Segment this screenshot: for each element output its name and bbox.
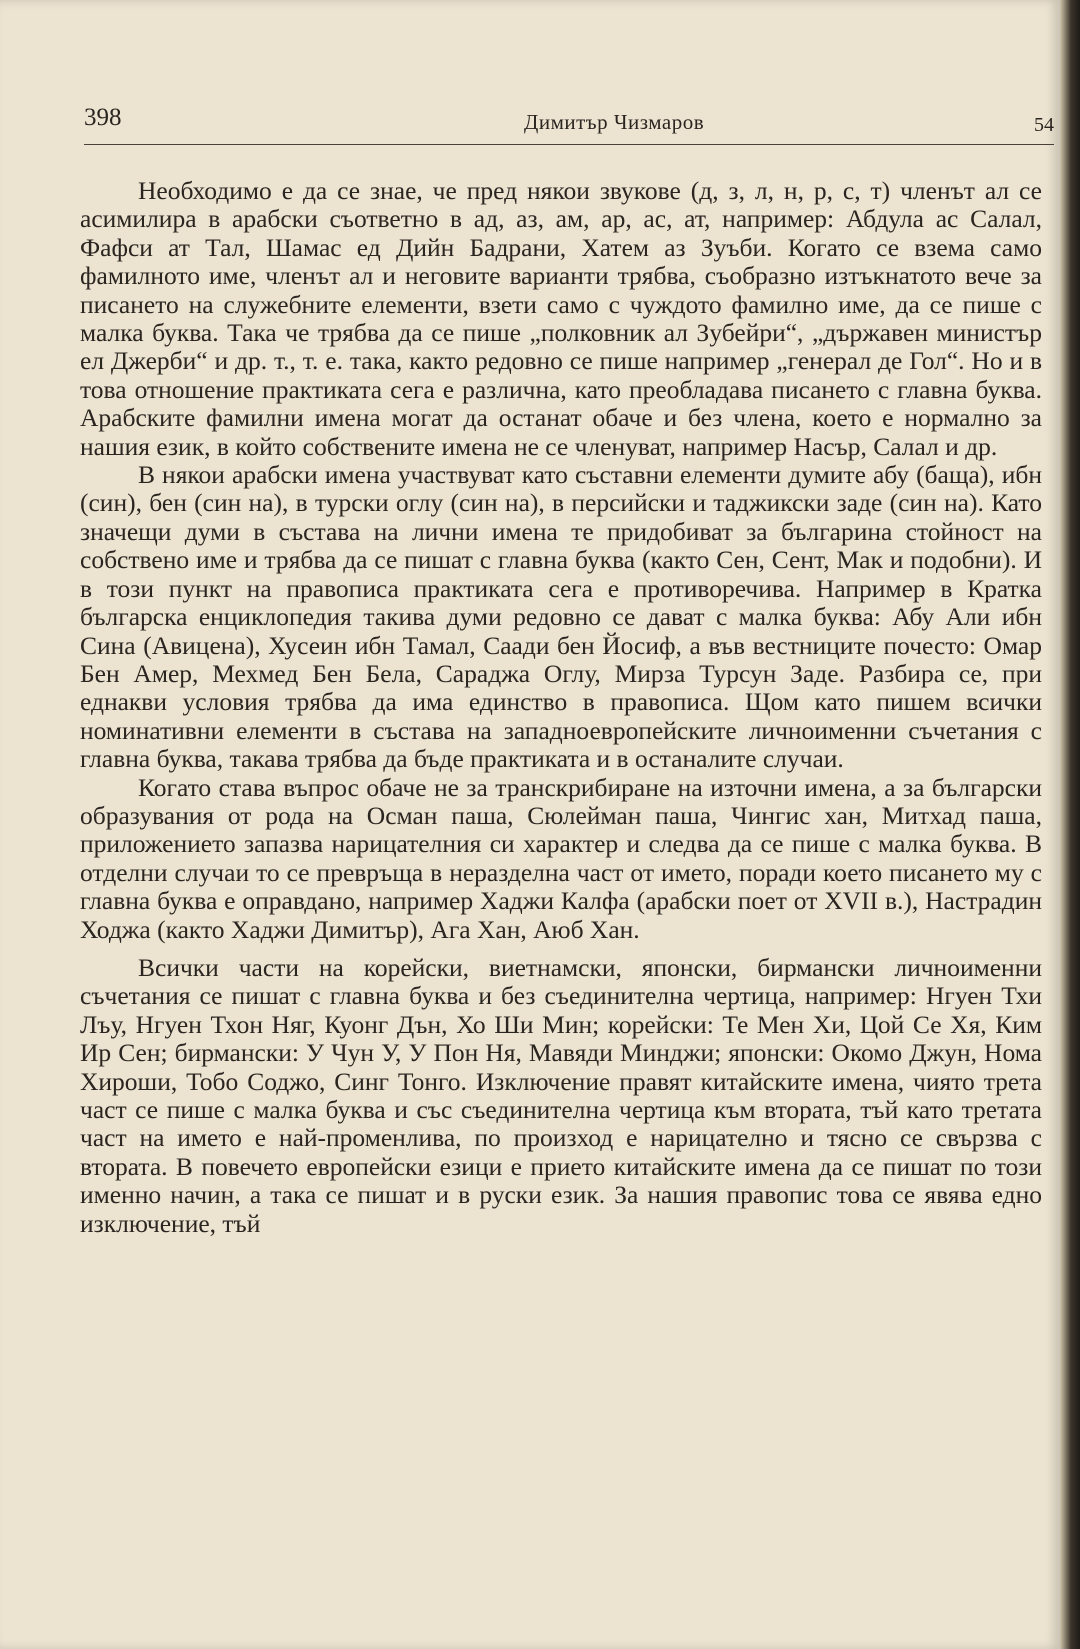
paragraph-abu-ibn-ben: В някои арабски имена участвуват като съставни елементи думите абу (баща), ибн (син), бен (син на), в турски оглу (син на), в персийски и таджикски заде (син на). Като значещи думи в състава на лични имена те придобиват за българина стойност на собствено име и трябва да се пишат с главна буква (както Сен, Сент, Мак и подобни). И в този пункт на правописа практиката сега е противоречива. Например в Кратка българска енциклопедия такива думи редовно се дават с малка буква: Абу Али ибн Сина (Авицена), Хусеин ибн Тамал, Саади бен Йосиф, а във вестниците почесто: Омар Бен Амер, Мехмед Бен Бела, Сараджа Оглу, Мирза Турсун Заде. Разбира се, при еднакви условия трябва да има единство в правописа. Щом като пишем всички номинативни елементи в състава на западноевропейските личноименни съчетания с главна буква, такава трябва да бъде практиката и в останалите случаи. [80,460,1042,774]
page-header [84,104,1054,145]
paragraph-east-asian-names: Всички части на корейски, виетнамски, японски, бирмански личноименни съчетания се пишат с главна буква и без съединителна чертица, например: Нгуен Тхи Лъу, Нгуен Тхон Няг, Куонг Дън, Хо Ши Мин; корейски: Те Мен Хи, Цой Се Хя, Ким Ир Сен; бирмански: У Чун У, У Пон Ня, Мавяди Минджи; японски: Окомо Джун, Нома Хироши, Тобо Соджо, Синг Тонго. Изключение правят китайските имена, чиято трета част се пише с малка буква и със съединителна чертица към втората, тъй като третата част на името е най-променлива, по произход е нарицателно и тясно се свързва с втората. В повечето европейски езици е прието китайските имена да се пишат по този именно начин, а така се пишат и в руски език. За нашия правопис това се явява едно изключение, тъй [80,952,1042,1238]
signature-mark: 54 [1034,114,1054,136]
paragraph-pasha-khan: Когато става въпрос обаче не за транскрибиране на източни имена, а за български образувания от рода на Осман паша, Сюлейман паша, Чингис хан, Митхад паша, приложението запазва нарицателния си характер и следва да се пише с малка буква. В отделни случаи то се превръща в неразделна част от името, поради което писането му с главна буква е оправдано, например Хаджи Калфа (арабски поет от XVII в.), Настрадин Ходжа (както Хаджи Димитър), Ага Хан, Аюб Хан. [80,772,1042,944]
body-text [80,177,1042,1238]
page-number: 398 [84,104,122,131]
running-title: Димитър Чизмаров [524,110,705,134]
book-spine-edge [1060,0,1080,1649]
paragraph-article-assimilation: Необходимо е да се знае, че пред някои звукове (д, з, л, н, р, с, т) членът ал се асимилира в арабски съответно в ад, аз, ам, ар, ас, ат, например: Абдула ас Салал, Фафси ат Тал, Шамас ед Дийн Бадрани, Хатем аз Зуъби. Когато се взема само фамилното име, членът ал и неговите варианти трябва, съобразно изтъкнатото вече за писането на служебните елементи, взети само с чуждото фамилно име, да се пише с малка буква. Така че трябва да се пише „полковник ал Зубейри“, „държавен министър ел Джерби“ и др. т., т. е. така, както редовно се пише например „генерал де Гол“. Но и в това отношение практиката сега е различна, като преобладава писането с главна буква. Арабските фамилни имена могат да останат обаче и без члена, което е нормално за нашия език, в който собствените имена не се членуват, например Насър, Салал и др. [80,176,1042,461]
